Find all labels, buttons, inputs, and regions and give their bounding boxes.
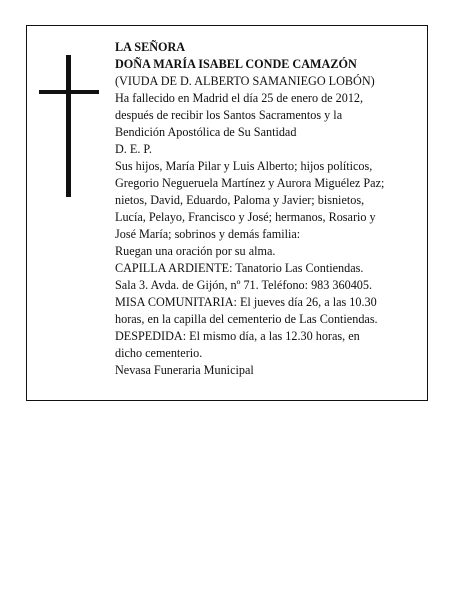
family-line-1: Sus hijos, María Pilar y Luis Alberto; hijos políticos, (115, 159, 373, 173)
prayer-line: Ruegan una oración por su alma. (115, 244, 276, 258)
rip-line: D. E. P. (115, 142, 152, 156)
body-line-3: Bendición Apostólica de Su Santidad (115, 125, 297, 139)
body-line-1: Ha fallecido en Madrid el día 25 de enero de 2012, (115, 91, 364, 105)
cross-horizontal-bar (39, 90, 99, 94)
chapel-line-1: CAPILLA ARDIENTE: Tanatorio Las Contiendas. (115, 261, 364, 275)
cross-vertical-bar (66, 55, 71, 197)
body-line-2: después de recibir los Santos Sacramentos y la (115, 108, 343, 122)
widow-of-line: (VIUDA DE D. ALBERTO SAMANIEGO LOBÓN) (115, 74, 375, 88)
funeral-home-line: Nevasa Funeraria Municipal (115, 363, 254, 377)
mass-line-2: horas, en la capilla del cementerio de Las Contiendas. (115, 312, 378, 326)
family-line-5: José María; sobrinos y demás familia: (115, 227, 301, 241)
mass-line-1: MISA COMUNITARIA: El jueves día 26, a las 10.30 (115, 295, 377, 309)
notice-heading: LA SEÑORA (115, 40, 186, 54)
family-line-4: Lucía, Pelayo, Francisco y José; hermanos, Rosario y (115, 210, 376, 224)
deceased-name: DOÑA MARÍA ISABEL CONDE CAMAZÓN (115, 57, 357, 71)
chapel-line-2: Sala 3. Avda. de Gijón, nº 71. Teléfono: 983 360405. (115, 278, 373, 292)
farewell-line-2: dicho cementerio. (115, 346, 203, 360)
family-line-2: Gregorio Negueruela Martínez y Aurora Miguélez Paz; (115, 176, 385, 190)
farewell-line-1: DESPEDIDA: El mismo día, a las 12.30 horas, en (115, 329, 360, 343)
family-line-3: nietos, David, Eduardo, Paloma y Javier; bisnietos, (115, 193, 365, 207)
latin-cross-icon (39, 55, 99, 197)
obituary-notice (26, 25, 428, 401)
notice-text (115, 39, 421, 379)
